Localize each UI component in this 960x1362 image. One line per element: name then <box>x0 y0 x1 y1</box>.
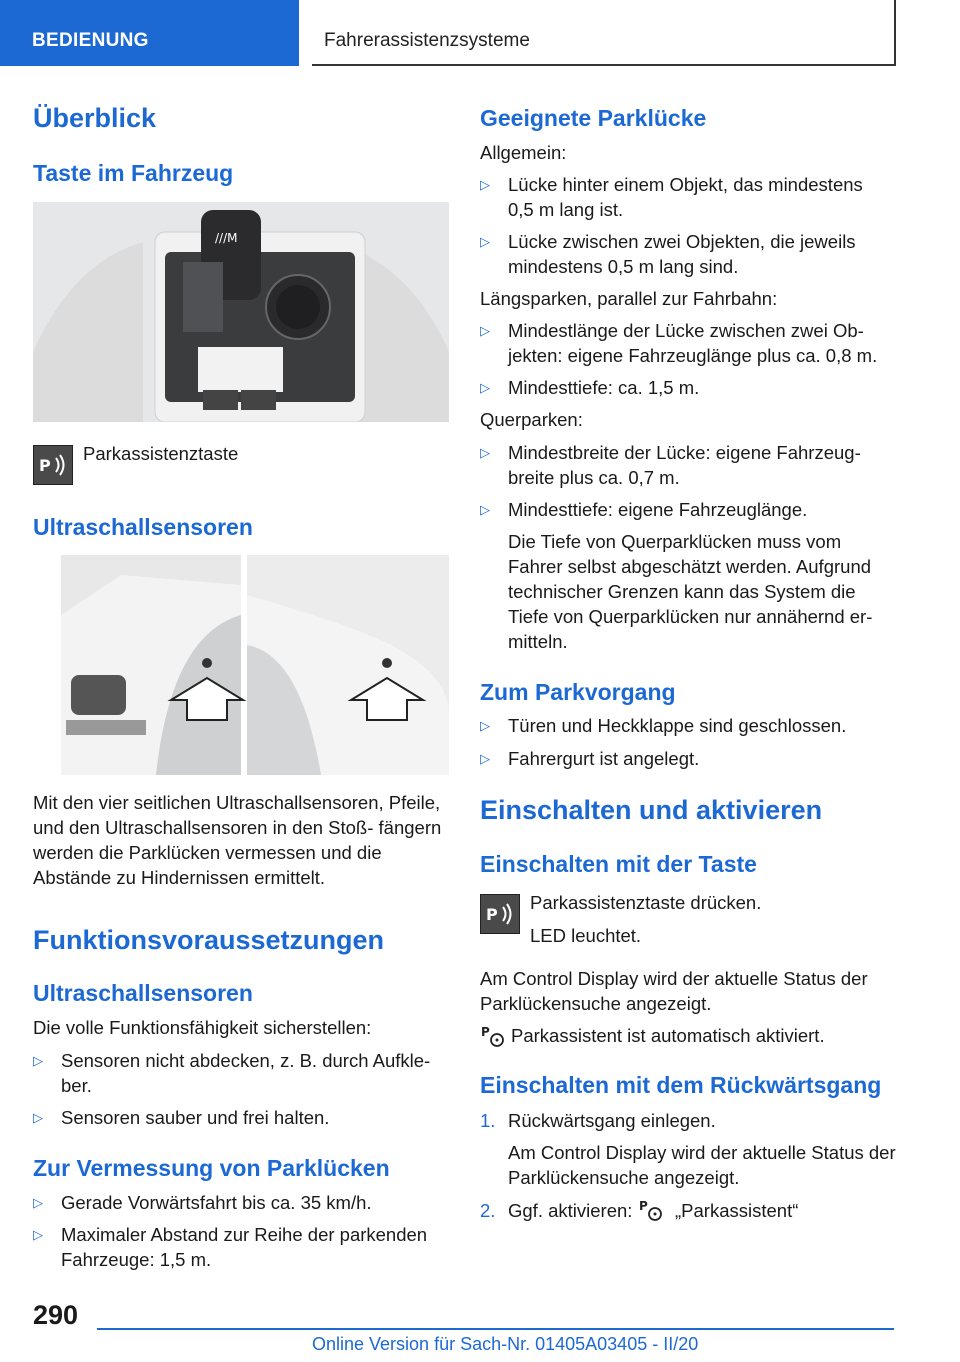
sensors-text: Mit den vier seitlichen Ultraschallsensoren, Pfeile, und den Ultraschallsensoren in den Stoß- fängern werden die Parklücken vermessen und die Abstände zu Hindernissen ermittelt. <box>33 792 442 888</box>
triangle-bullet-icon: ▷ <box>480 502 490 517</box>
svg-text:///M: ///M <box>215 231 238 245</box>
heading-sensors: Ultraschallsensoren <box>33 514 253 540</box>
requirements-intro: Die volle Funktionsfähigkeit sicherstellen: <box>33 1017 372 1038</box>
step2-label: „Parkassistent“ <box>675 1200 799 1221</box>
button-caption: Parkassistenztaste <box>83 443 239 464</box>
parking-assistant-symbol-icon <box>638 1196 664 1222</box>
heading-with-button: Einschalten mit der Taste <box>480 851 757 877</box>
display-status: Am Control Display wird der aktuelle Status der Parklückensuche angezeigt. <box>480 968 868 1014</box>
svg-text:P: P <box>39 456 51 475</box>
parking-assist-button-icon <box>480 894 520 934</box>
heading-overview: Überblick <box>33 103 157 133</box>
footer-divider <box>97 1328 894 1330</box>
heading-procedure: Zum Parkvorgang <box>480 679 676 705</box>
parallel-label: Längsparken, parallel zur Fahrbahn: <box>480 288 778 309</box>
triangle-bullet-icon: ▷ <box>480 445 490 460</box>
chapter-tab <box>312 0 896 66</box>
triangle-bullet-icon: ▷ <box>480 751 490 766</box>
parking-assistant-symbol-icon <box>480 1022 506 1048</box>
cross-label: Querparken: <box>480 409 583 430</box>
heading-reverse: Einschalten mit dem Rückwärtsgang <box>480 1072 882 1098</box>
triangle-bullet-icon: ▷ <box>480 380 490 395</box>
heading-sensors-2: Ultraschallsensoren <box>33 980 253 1006</box>
heading-requirements: Funktionsvoraussetzungen <box>33 925 385 955</box>
heading-activate: Einschalten und aktivieren <box>480 795 823 825</box>
led-status: LED leuchtet. <box>530 925 642 946</box>
triangle-bullet-icon: ▷ <box>33 1227 43 1242</box>
sensors-image <box>61 555 449 775</box>
triangle-bullet-icon: ▷ <box>33 1110 43 1125</box>
triangle-bullet-icon: ▷ <box>33 1053 43 1068</box>
heading-button: Taste im Fahrzeug <box>33 160 234 186</box>
heading-suitable: Geeignete Parklücke <box>480 105 707 131</box>
triangle-bullet-icon: ▷ <box>480 323 490 338</box>
section-title: BEDIENUNG <box>32 30 149 51</box>
svg-text:P: P <box>486 905 498 924</box>
step1-note: Am Control Display wird der aktuelle Status der Parklückensuche angezeigt. <box>508 1142 896 1188</box>
parking-assist-button-icon <box>33 445 73 485</box>
section-tab <box>0 0 299 66</box>
triangle-bullet-icon: ▷ <box>480 234 490 249</box>
press-instruction: Parkassistenztaste drücken. <box>530 892 762 913</box>
heading-measure: Zur Vermessung von Parklücken <box>33 1155 390 1181</box>
triangle-bullet-icon: ▷ <box>33 1195 43 1210</box>
auto-active-text: Parkassistent ist automatisch aktiviert. <box>511 1025 825 1046</box>
footer-online-version: Online Version für Sach-Nr. 01405A03405 - II/20 <box>312 1334 699 1354</box>
svg-text:P: P <box>481 1025 490 1039</box>
triangle-bullet-icon: ▷ <box>480 177 490 192</box>
triangle-bullet-icon: ▷ <box>480 718 490 733</box>
console-image <box>33 202 449 422</box>
page-number: 290 <box>33 1300 79 1330</box>
cross-note: Die Tiefe von Querparklücken muss vom Fahrer selbst abgeschätzt werden. Aufgrund technischer Grenzen kann das System die Tiefe von Querparklücken nur annähernd er- mitteln. <box>508 531 873 652</box>
svg-text:P: P <box>639 1199 648 1213</box>
chapter-title: Fahrerassistenzsysteme <box>324 30 530 51</box>
general-label: Allgemein: <box>480 142 567 163</box>
